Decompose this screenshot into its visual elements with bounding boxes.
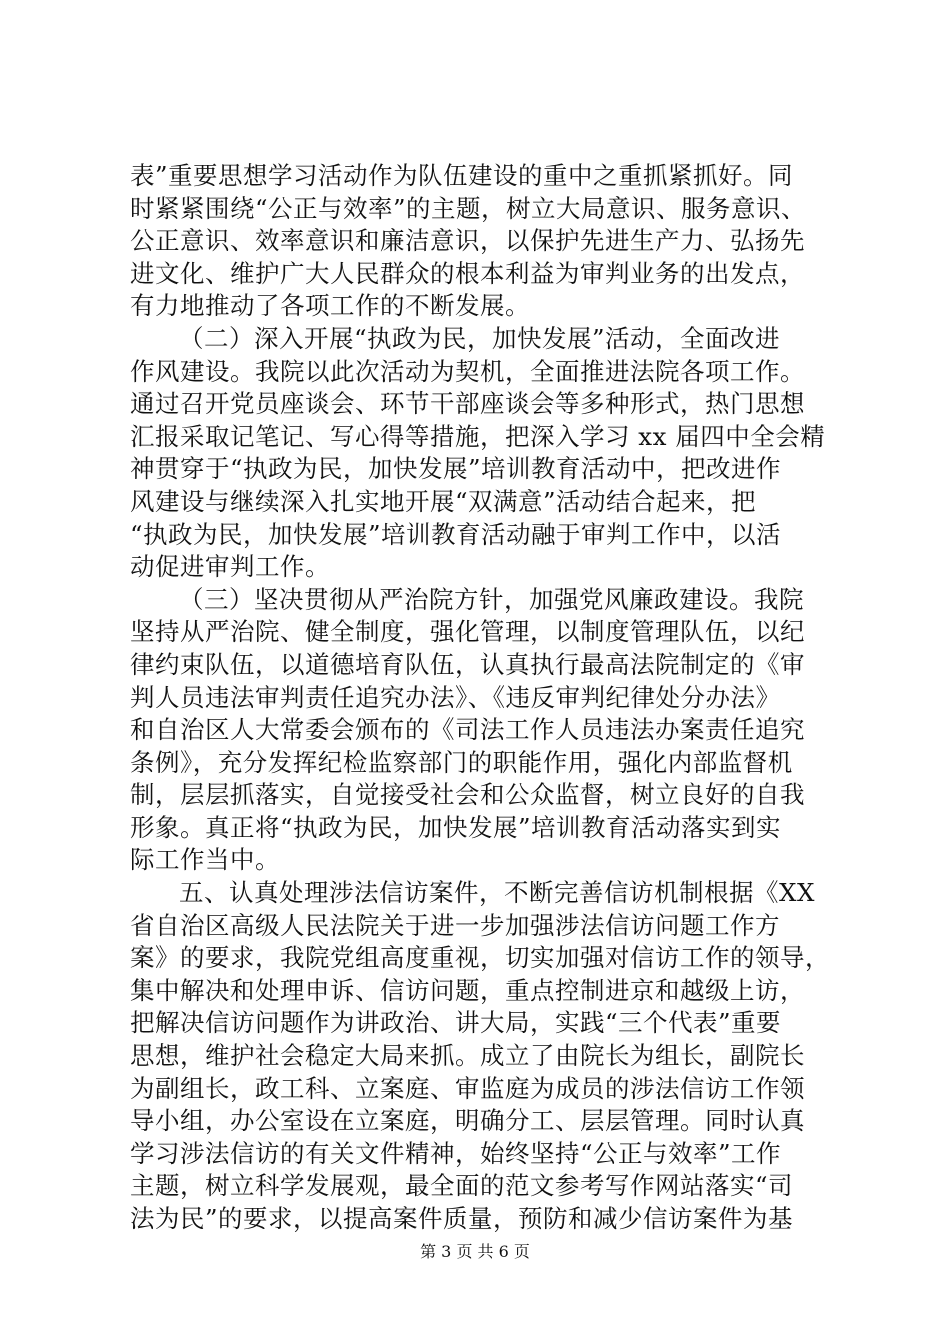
text-line: 表”重要思想学习活动作为队伍建设的重中之重抓紧抓好。同 — [130, 161, 794, 190]
page-number-label: 第 3 页 共 6 页 — [420, 1242, 530, 1261]
text-line: （三）坚决贯彻从严治院方针，加强党风廉政建设。我院 — [179, 584, 804, 614]
text-line: （二）深入开展“执政为民，加快发展”活动，全面改进 — [179, 323, 781, 353]
text-line: 省自治区高级人民法院关于进一步加强涉法信访问题工作方 — [130, 910, 780, 940]
text-line: 汇报采取记笔记、写心得等措施，把深入学习 xx 届四中全会精 — [130, 421, 826, 451]
text-line: 公正意识、效率意识和廉洁意识，以保护先进生产力、弘扬先 — [130, 226, 805, 256]
text-line: “执政为民，加快发展”培训教育活动融于审判工作中，以活 — [130, 519, 782, 549]
text-line: 神贯穿于“执政为民，加快发展”培训教育活动中，把改进作 — [130, 454, 782, 484]
text-line: 为副组长，政工科、立案庭、审监庭为成员的涉法信访工作领 — [130, 1073, 805, 1103]
text-line: 和自治区人大常委会颁布的《司法工作人员违法办案责任追究 — [130, 715, 805, 745]
text-line: 思想，维护社会稳定大局来抓。成立了由院长为组长，副院长 — [130, 1041, 805, 1071]
document-body — [130, 160, 835, 1236]
text-line: 制，层层抓落实，自觉接受社会和公众监督，树立良好的自我 — [130, 780, 805, 810]
text-line: 集中解决和处理申诉、信访问题，重点控制进京和越级上访， — [130, 975, 805, 1005]
page-footer — [0, 1242, 950, 1262]
text-line: 动促进审判工作。 — [130, 552, 330, 582]
text-line: 有力地推动了各项工作的不断发展。 — [130, 291, 530, 321]
text-line: 坚持从严治院、健全制度，强化管理，以制度管理队伍，以纪 — [130, 617, 805, 647]
text-line: 际工作当中。 — [130, 845, 280, 875]
text-line: 形象。真正将“执政为民，加快发展”培训教育活动落实到实 — [130, 812, 782, 842]
text-line: 导小组，办公室设在立案庭，明确分工、层层管理。同时认真 — [130, 1106, 805, 1136]
text-line: 律约束队伍，以道德培育队伍，认真执行最高法院制定的《审 — [130, 649, 805, 679]
text-line: 案》的要求，我院党组高度重视，切实加强对信访工作的领导， — [130, 943, 830, 973]
text-line: 判人员违法审判责任追究办法》、《违反审判纪律处分办法》 — [130, 682, 781, 712]
text-line: 法为民”的要求，以提高案件质量，预防和减少信访案件为基 — [130, 1204, 794, 1233]
text-line: 主题，树立科学发展观，最全面的范文参考写作网站落实“司 — [130, 1171, 794, 1201]
text-line: 时紧紧围绕“公正与效率”的主题，树立大局意识、服务意识、 — [130, 193, 807, 223]
text-line: 风建设与继续深入扎实地开展“双满意”活动结合起来，把 — [130, 486, 757, 516]
text-line: 进文化、维护广大人民群众的根本利益为审判业务的出发点， — [130, 258, 805, 288]
text-line: 五、认真处理涉法信访案件，不断完善信访机制根据《XX — [179, 878, 815, 908]
text-line: 通过召开党员座谈会、环节干部座谈会等多种形式，热门思想 — [130, 389, 805, 419]
text-line: 作风建设。我院以此次活动为契机，全面推进法院各项工作。 — [130, 356, 805, 386]
text-line: 学习涉法信访的有关文件精神，始终坚持“公正与效率”工作 — [130, 1138, 782, 1168]
text-line: 把解决信访问题作为讲政治、讲大局，实践“三个代表”重要 — [130, 1008, 782, 1038]
text-line: 条例》，充分发挥纪检监察部门的职能作用，强化内部监督机 — [130, 747, 793, 777]
